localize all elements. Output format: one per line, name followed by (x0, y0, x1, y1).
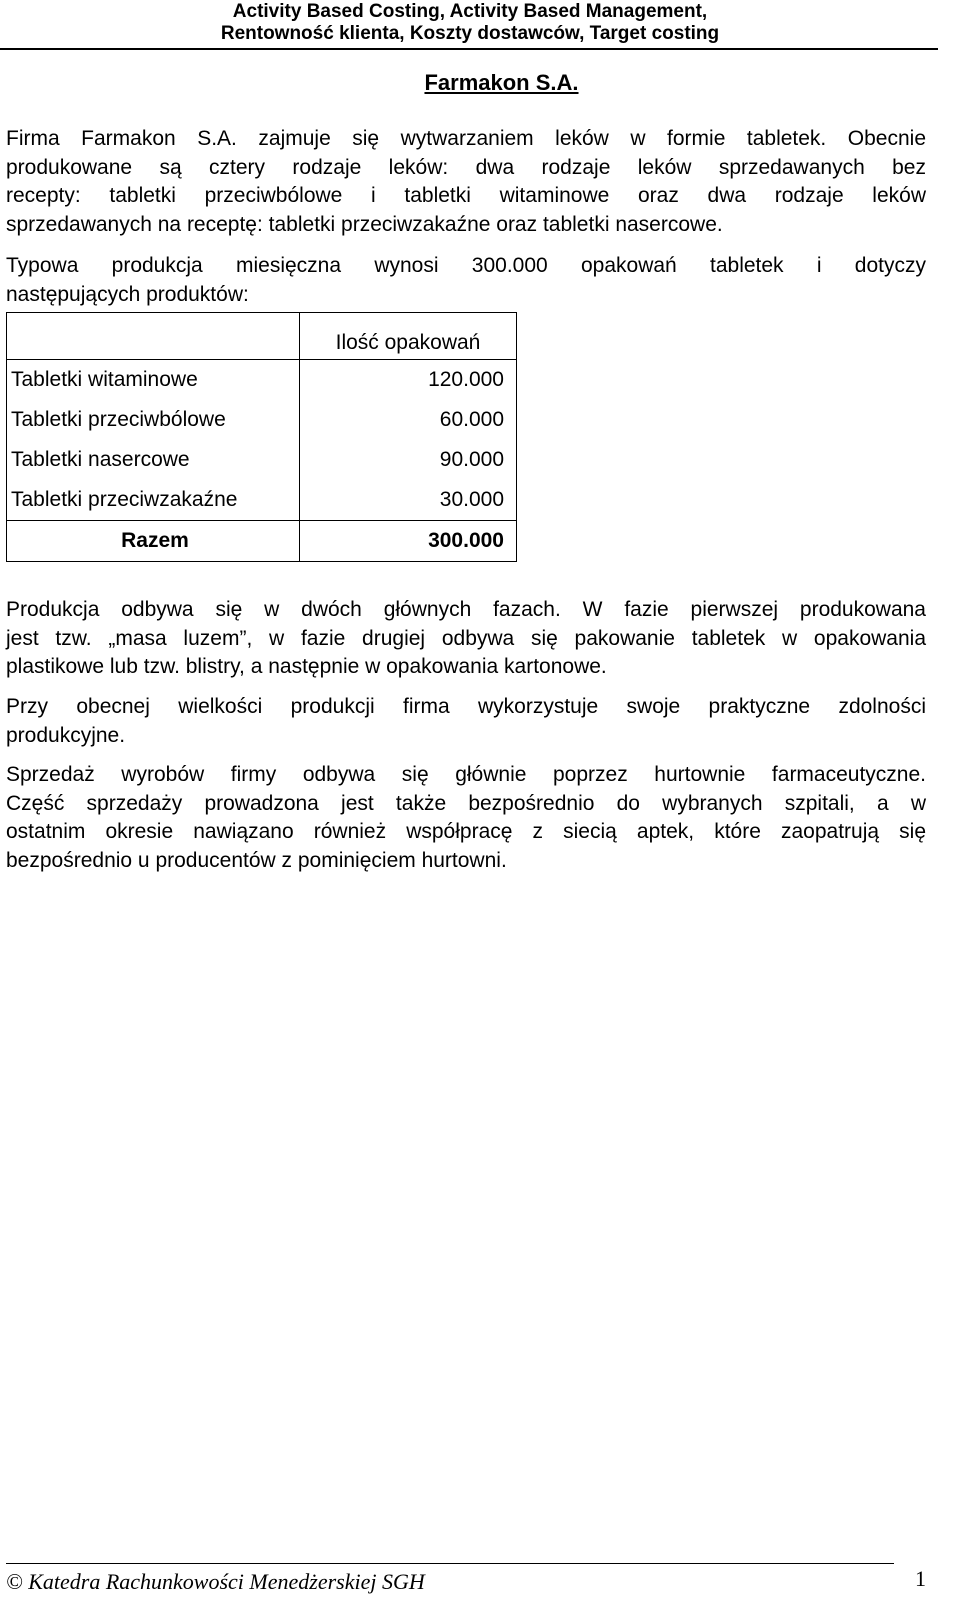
intro-line: produkowane są cztery rodzaje leków: dwa rodzaje leków sprzedawanych bez (6, 155, 926, 179)
sales-paragraph (6, 761, 926, 875)
intro-paragraph (6, 125, 926, 239)
total-quantity: 300.000 (300, 521, 517, 562)
phases-paragraph (6, 596, 926, 682)
capacity-paragraph (6, 693, 926, 750)
sales-line: Część sprzedaży prowadzona jest także bezpośrednio do wybranych szpitali, a w (6, 791, 926, 815)
sales-line: ostatnim okresie nawiązano również współpracę z siecią aptek, które zaopatrują się (6, 820, 926, 843)
header-line-1: Activity Based Costing, Activity Based Management, (232, 1, 708, 22)
capacity-line: Przy obecnej wielkości produkcji firma wykorzystuje swoje praktyczne zdolności (6, 695, 926, 718)
table-row (7, 400, 517, 440)
sales-line: Sprzedaż wyrobów firmy odbywa się głównie poprzez hurtownie farmaceutyczne. (6, 763, 926, 786)
sales-line: bezpośrednio u producentów z pominięciem hurtowni. (6, 848, 507, 872)
phases-line: Produkcja odbywa się w dwóch głównych fazach. W fazie pierwszej produkowana (6, 598, 926, 621)
document-title: Farmakon S.A. (424, 70, 579, 95)
product-name: Tabletki przeciwzakaźne (7, 480, 300, 521)
page-number: 1 (915, 1566, 926, 1591)
intro-line: Firma Farmakon S.A. zajmuje się wytwarzaniem leków w formie tabletek. Obecnie (6, 127, 926, 150)
product-quantity: 30.000 (300, 480, 517, 521)
header-divider (0, 48, 938, 50)
intro-line: sprzedawanych na receptę: tabletki przeciwzakaźne oraz tabletki nasercowe. (6, 212, 723, 236)
capacity-line: produkcyjne. (6, 723, 126, 747)
table-total-row (7, 521, 517, 562)
header-line-2: Rentowność klienta, Koszty dostawców, Target costing (220, 23, 720, 44)
production-table (6, 312, 517, 562)
table-header-cell: Ilość opakowań (300, 313, 517, 360)
production-intro-paragraph (6, 252, 926, 309)
product-quantity: 90.000 (300, 440, 517, 480)
total-label: Razem (7, 521, 300, 562)
footer-copyright: © Katedra Rachunkowości Menedżerskiej SGH (6, 1569, 425, 1594)
table-row (7, 480, 517, 521)
intro-line: recepty: tabletki przeciwbólowe i tabletki witaminowe oraz dwa rodzaje leków (6, 184, 926, 207)
product-name: Tabletki przeciwbólowe (7, 400, 300, 440)
product-quantity: 120.000 (300, 360, 517, 401)
product-quantity: 60.000 (300, 400, 517, 440)
table-row (7, 440, 517, 480)
product-name: Tabletki nasercowe (7, 440, 300, 480)
product-name: Tabletki witaminowe (7, 360, 300, 401)
production-intro-line: następujących produktów: (6, 282, 249, 306)
phases-line: plastikowe lub tzw. blistry, a następnie w opakowania kartonowe. (6, 655, 607, 678)
table-row (7, 360, 517, 401)
table-header-cell (7, 313, 300, 360)
table-header-row (7, 313, 517, 360)
production-intro-line: Typowa produkcja miesięczna wynosi 300.000 opakowań tabletek i dotyczy (6, 254, 926, 277)
phases-line: jest tzw. „masa luzem”, w fazie drugiej odbywa się pakowanie tabletek w opakowania (6, 626, 926, 650)
footer-divider (6, 1563, 894, 1564)
